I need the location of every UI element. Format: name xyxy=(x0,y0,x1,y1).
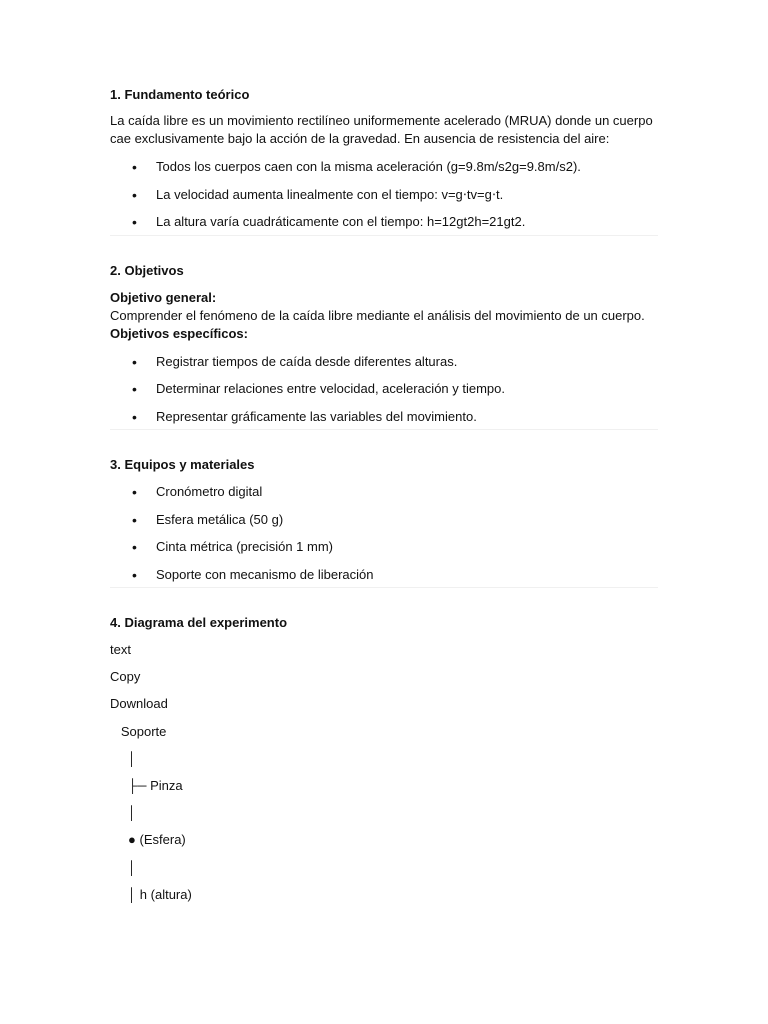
list-item: • Todos los cuerpos caen con la misma aceleración (g=9.8m/s2g=9.8m/s2). xyxy=(110,158,658,186)
list-item: • Cronómetro digital xyxy=(110,483,658,511)
list-item: • Esfera metálica (50 g) xyxy=(110,511,658,539)
diagram-line: │ xyxy=(110,750,137,766)
experiment-diagram xyxy=(110,723,658,913)
diagram-line: │ xyxy=(110,805,137,821)
section-fundamento xyxy=(110,86,658,236)
document-content xyxy=(110,86,658,913)
list-item: • Representar gráficamente las variables del movimiento. xyxy=(110,408,658,436)
fundamento-list xyxy=(110,158,658,241)
list-item: • La altura varía cuadráticamente con el tiempo: h=12gt2h=21gt2. xyxy=(110,213,658,241)
objetivo-general-text: Comprender el fenómeno de la caída libre mediante el análisis del movimiento de un cuerpo. xyxy=(110,307,645,323)
section-equipos xyxy=(110,456,658,588)
copy-button[interactable]: Copy xyxy=(110,669,141,685)
section-diagrama xyxy=(110,614,658,913)
objetivos-especificos-label: Objetivos específicos: xyxy=(110,325,248,341)
section-title-objetivos: 2. Objetivos xyxy=(110,262,184,278)
diagram-line: │ xyxy=(110,859,137,875)
objetivo-general-label: Objetivo general: xyxy=(110,289,217,305)
diagram-line: Soporte xyxy=(110,723,167,739)
list-item: • Registrar tiempos de caída desde diferentes alturas. xyxy=(110,353,658,381)
list-item: • Cinta métrica (precisión 1 mm) xyxy=(110,538,658,566)
diagram-line: ├─ Pinza xyxy=(110,777,183,793)
equipos-list xyxy=(110,483,658,593)
objetivos-list xyxy=(110,353,658,436)
section-objetivos xyxy=(110,262,658,431)
diagram-line: │ h (altura) xyxy=(110,886,192,902)
diagram-line: ● (Esfera) xyxy=(110,832,186,848)
list-item: • Determinar relaciones entre velocidad, aceleración y tiempo. xyxy=(110,380,658,408)
list-item: • Soporte con mecanismo de liberación xyxy=(110,566,658,594)
section-title-fundamento: 1. Fundamento teórico xyxy=(110,87,250,102)
section-title-equipos: 3. Equipos y materiales xyxy=(110,457,255,472)
fundamento-intro: La caída libre es un movimiento rectilíneo uniformemente acelerado (MRUA) donde un cuerpo cae exclusivamente bajo la acción de la gravedad. En ausencia de resistencia del aire: xyxy=(110,113,653,146)
list-item: • La velocidad aumenta linealmente con el tiempo: v=g⋅tv=g⋅t. xyxy=(110,186,658,214)
section-title-diagrama: 4. Diagrama del experimento xyxy=(110,615,288,630)
download-button[interactable]: Download xyxy=(110,696,168,712)
code-language-label: text xyxy=(110,642,131,657)
